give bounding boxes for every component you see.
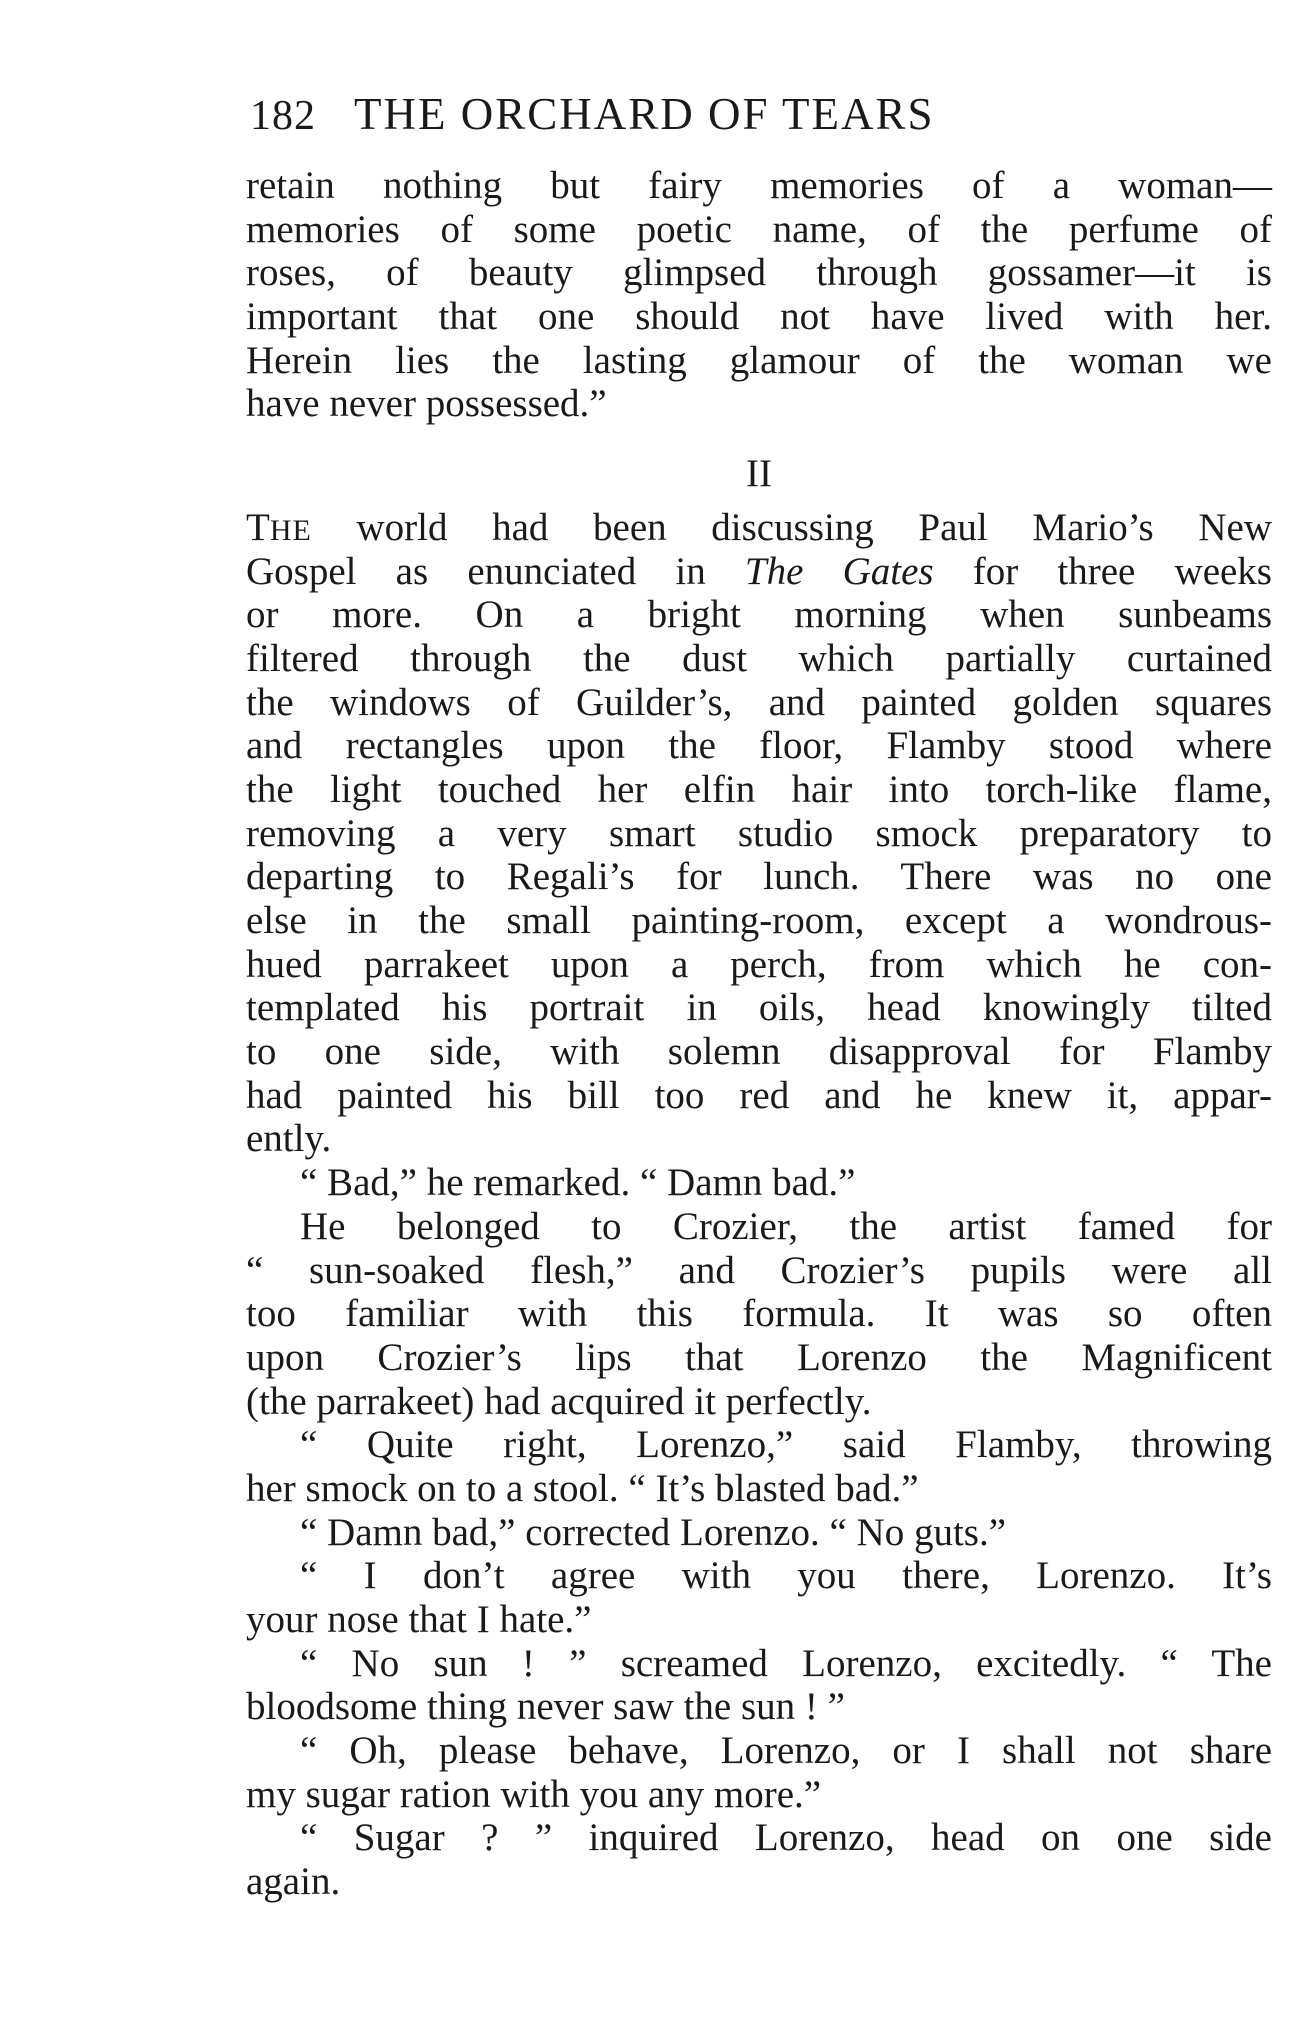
text-line: (the parrakeet) had acquired it perfectly. xyxy=(246,1379,872,1423)
text-line: my sugar ration with you any more.” xyxy=(246,1772,822,1816)
text-line: your nose that I hate.” xyxy=(246,1598,592,1641)
paragraph xyxy=(246,1161,1272,1205)
section-number: II xyxy=(746,452,772,496)
paragraph-continuation xyxy=(246,164,1272,426)
paragraph xyxy=(246,1816,1272,1903)
text-line: roses, of beauty glimpsed through gossamer—it is xyxy=(246,251,1272,295)
text-line: departing to Regali’s for lunch. There was no one xyxy=(246,855,1272,899)
text-line: again. xyxy=(246,1860,341,1904)
text-line: “ Bad,” he remarked. “ Damn bad.” xyxy=(300,1161,856,1205)
running-header xyxy=(250,88,1130,148)
text-line: and rectangles upon the floor, Flamby stood where xyxy=(246,724,1272,768)
page-number: 182 xyxy=(250,93,316,139)
text-line: too familiar with this formula. It was so often xyxy=(246,1292,1272,1336)
text-line: to one side, with solemn disapproval for Flamby xyxy=(246,1030,1272,1074)
running-title: THE ORCHARD OF TEARS xyxy=(354,89,935,139)
text-line: had painted his bill too red and he knew it, appar- xyxy=(246,1073,1272,1117)
paragraph xyxy=(246,506,1272,1161)
paragraph xyxy=(246,1423,1272,1510)
text-line: important that one should not have lived with her. xyxy=(246,295,1272,339)
text-line: He belonged to Crozier, the artist famed for xyxy=(300,1204,1272,1248)
text-line: have never possessed.” xyxy=(246,382,607,426)
body-text xyxy=(246,164,1272,1904)
text-line: “ Sugar ? ” inquired Lorenzo, head on one side xyxy=(300,1816,1272,1860)
text-fragment: world had been discussing Paul Mario’s New xyxy=(356,505,1272,549)
text-line: else in the small painting-room, except a wondrous- xyxy=(246,899,1272,942)
text-line: bloodsome thing never saw the sun ! ” xyxy=(246,1685,845,1729)
text-line: “ Damn bad,” corrected Lorenzo. “ No guts.” xyxy=(300,1510,1007,1554)
paragraph xyxy=(246,1729,1272,1816)
text-line: retain nothing but fairy memories of a woman— xyxy=(246,164,1272,207)
text-line: Herein lies the lasting glamour of the woman we xyxy=(246,338,1272,382)
text-line: templated his portrait in oils, head knowingly tilted xyxy=(246,986,1272,1030)
text-line: hued parrakeet upon a perch, from which he con- xyxy=(246,942,1272,986)
text-fragment: Gospel as enunciated in xyxy=(246,549,706,593)
text-line xyxy=(246,550,1272,594)
paragraph xyxy=(246,1642,1272,1729)
paragraph xyxy=(246,1554,1272,1641)
small-caps-initial: T xyxy=(246,505,270,549)
text-line: “ Oh, please behave, Lorenzo, or I shall not share xyxy=(300,1729,1272,1773)
text-fragment: for three weeks xyxy=(972,549,1272,593)
paragraph xyxy=(246,1205,1272,1423)
paragraph xyxy=(246,1511,1272,1555)
text-line: the windows of Guilder’s, and painted golden squares xyxy=(246,680,1272,724)
book-title: The Gates xyxy=(744,549,934,593)
text-line: the light touched her elfin hair into torch-like flame, xyxy=(246,767,1272,811)
text-line: filtered through the dust which partially curtained xyxy=(246,636,1272,680)
text-line: or more. On a bright morning when sunbeams xyxy=(246,593,1272,637)
text-line xyxy=(246,506,1272,550)
text-line: “ I don’t agree with you there, Lorenzo. It’s xyxy=(300,1554,1272,1598)
small-caps-rest: HE xyxy=(269,513,312,547)
text-line: “ Quite right, Lorenzo,” said Flamby, throwing xyxy=(300,1423,1272,1467)
text-line: removing a very smart studio smock preparatory to xyxy=(246,811,1272,855)
text-line: ently. xyxy=(246,1117,332,1161)
text-line: “ sun-soaked flesh,” and Crozier’s pupils were all xyxy=(246,1248,1272,1292)
text-line: “ No sun ! ” screamed Lorenzo, excitedly. “ The xyxy=(300,1641,1272,1685)
text-line: memories of some poetic name, of the perfume of xyxy=(246,207,1272,251)
text-line: her smock on to a stool. “ It’s blasted bad.” xyxy=(246,1466,919,1510)
text-line: upon Crozier’s lips that Lorenzo the Magnificent xyxy=(246,1335,1272,1379)
